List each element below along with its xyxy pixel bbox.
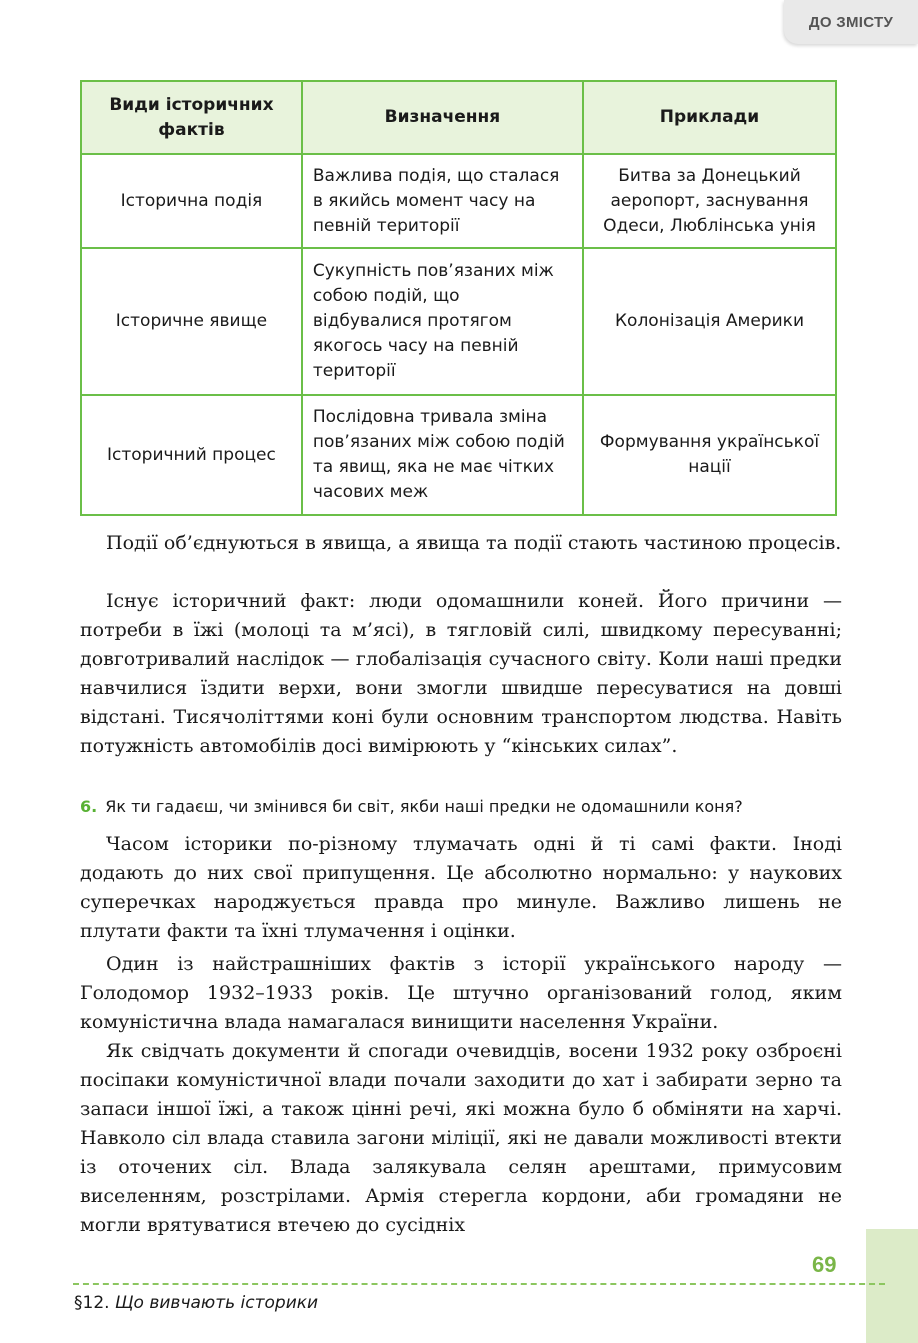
paragraph-testimonies: Як свідчать документи й спогади очевидців, восени 1932 року озброєні посіпаки комуністичної влади почали заходити до хат і забирати зерно та запаси іншої їжі, а також цінні речі, які можна було б обміняти на харчі. Навколо сіл влада ставила загони міліції, які не давали можливості втекти із оточених сіл. Влада залякувала селян арештами, примусовим виселенням, розстрілами. Армія стерегла кордони, аби громадяни не могли врятуватися втечею до сусідніх: [80, 1040, 842, 1236]
paragraph-holodomor: Один із найстрашніших фактів з історії українського народу — Голодомор 1932–1933 років. Це штучно організований голод, яким комуністична влада намагалася винищити населення України.: [80, 953, 842, 1033]
footer-divider: [73, 1283, 885, 1285]
paragraph-horses: Існує історичний факт: люди одомашнили коней. Його причини — потреби в їжі (молоці та м’ясі), в тягловій силі, швидкому пересуванні; довготривалий наслідок — глобалізація сучасного світу. Коли наші предки навчилися їздити верхи, вони змогли швидше пересуватися на довші відстані. Тисячоліттями коні були основним транспортом людства. Навіть потужність автомобілів досі вимірюють у “кінських силах”.: [80, 590, 842, 757]
footer-section-title: [74, 1293, 318, 1313]
page-corner-decoration: [866, 1229, 918, 1343]
table-row: [81, 395, 836, 515]
table-header-row: [81, 81, 836, 154]
table-row: [81, 154, 836, 248]
cell-definition: Сукупність пов’язаних між собою подій, що відбувалися протягом якогось часу на певній території: [302, 248, 583, 395]
cell-definition: Послідовна тривала зміна пов’язаних між собою подій та явищ, яка не має чітких часових меж: [302, 395, 583, 515]
historical-facts-table: [80, 80, 837, 516]
cell-type: Історичний процес: [81, 395, 302, 515]
footer-title: Що вивчають історики: [114, 1293, 319, 1313]
page-number: 69: [812, 1252, 837, 1277]
cell-definition: Важлива подія, що сталася в якийсь момент часу на певній території: [302, 154, 583, 248]
cell-examples: Формування української нації: [583, 395, 836, 515]
cell-type: Історичне явище: [81, 248, 302, 395]
question-number: 6.: [80, 797, 98, 816]
cell-type: Історична подія: [81, 154, 302, 248]
cell-examples: Битва за Донецький аеропорт, заснування Одеси, Люблінська унія: [583, 154, 836, 248]
cell-examples: Колонізація Америки: [583, 248, 836, 395]
question-6: [80, 795, 860, 819]
paragraph-events: Події об’єднуються в явища, а явища та події стають частиною процесів.: [106, 532, 842, 554]
header-types: Види історичних фактів: [81, 81, 302, 154]
table-of-contents-button[interactable]: ДО ЗМІСТУ: [784, 0, 918, 44]
footer-section-number: §12.: [74, 1293, 110, 1313]
table-row: [81, 248, 836, 395]
header-definition: Визначення: [302, 81, 583, 154]
header-examples: Приклади: [583, 81, 836, 154]
question-text: Як ти гадаєш, чи змінився би світ, якби наші предки не одомашнили коня?: [105, 797, 743, 816]
paragraph-interpretation: Часом історики по-різному тлумачать одні й ті самі факти. Іноді додають до них свої припущення. Це абсолютно нормально: у наукових суперечках народжується правда про минуле. Важливо лишень не плутати факти та їхні тлумачення і оцінки.: [80, 833, 842, 942]
